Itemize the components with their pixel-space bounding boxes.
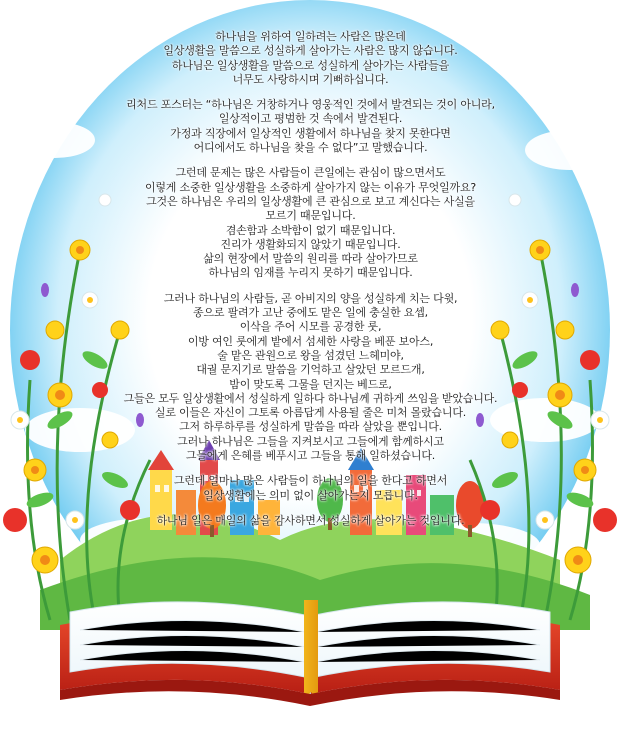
text-line: 대궐 문지기로 말씀을 기억하고 살았던 모르드개, — [196, 363, 425, 377]
text-line: 그러나 하나님은 그들을 지켜보시고 그들에게 함께하시고 — [177, 434, 444, 448]
text-line: 어디에서도 하나님을 찾을 수 없다”고 말했습니다. — [193, 141, 428, 155]
text-line: 일상적이고 평범한 것 속에서 발견된다. — [218, 112, 403, 126]
paragraph-4 — [0, 292, 621, 464]
paragraph-3 — [0, 166, 621, 280]
text-line: 일상생활을 말씀으로 성실하게 살아가는 사람은 많지 않습니다. — [163, 44, 458, 58]
text-line: 하나님의 임재를 누리지 못하기 때문입니다. — [208, 266, 413, 280]
text-line: 삶의 현장에서 말씀의 원리를 따라 살아가므로 — [203, 252, 418, 266]
text-line: 이삭을 주어 시모를 공경한 룻, — [239, 320, 382, 334]
text-line: 그저 하루하루를 성실하게 말씀을 따라 살았을 뿐입니다. — [179, 420, 442, 434]
text-line: 실로 이들은 자신이 그토록 아름답게 사용될 줄은 미처 몰랐습니다. — [154, 406, 467, 420]
devotional-text — [0, 30, 621, 539]
open-book — [60, 600, 560, 706]
text-line: 너무도 사랑하시며 기뻐하십니다. — [232, 72, 389, 86]
text-line: 리처드 포스터는 “하나님은 거창하거나 영웅적인 것에서 발견되는 것이 아니라, — [126, 98, 495, 112]
text-line: 밤이 맞도록 그물을 던지는 베드로, — [229, 377, 392, 391]
text-line: 그것은 하나님은 우리의 일상생활에 큰 관심으로 보고 계신다는 사실을 — [146, 194, 475, 208]
text-line: 이렇게 소중한 일상생활을 소중하게 살아가지 않는 이유가 무엇일까요? — [144, 180, 477, 194]
text-line: 그들은 모두 일상생활에서 성실하게 일하다 하나님께 귀하게 쓰임을 받았습니다. — [123, 391, 498, 405]
text-line: 진리가 생활화되지 않았기 때문입니다. — [220, 237, 401, 251]
text-line: 그런데 문제는 많은 사람들이 큰일에는 관심이 많으면서도 — [175, 166, 446, 180]
text-line: 그들에게 은혜를 베푸시고 그들을 통해 일하셨습니다. — [185, 449, 436, 463]
text-line: 하나님 일은 매일의 삶을 감사하면서 성실하게 살아가는 것입니다. — [156, 513, 465, 527]
text-line: 하나님은 일상생활을 말씀으로 성실하게 살아가는 사람들을 — [171, 58, 450, 72]
text-line: 모르기 때문입니다. — [265, 209, 356, 223]
text-line: 그런데 얼마나 많은 사람들이 하나님의 일을 한다고 하면서 — [173, 474, 448, 488]
text-line: 겸손함과 소박함이 없기 때문입니다. — [225, 223, 396, 237]
paragraph-2 — [0, 98, 621, 155]
bookmark-ribbon — [304, 600, 318, 700]
paragraph-5 — [0, 474, 621, 503]
text-line: 그러나 하나님의 사람들, 곧 아비지의 양을 성실하게 치는 다윗, — [163, 291, 458, 305]
text-line: 이방 여인 룻에게 밭에서 섬세한 사랑을 베푼 보아스, — [187, 334, 434, 348]
text-line: 하나님을 위하여 일하려는 사람은 많은데 — [215, 30, 406, 43]
text-line: 가정과 직장에서 일상적인 생활에서 하나님을 찾지 못한다면 — [170, 126, 451, 140]
paragraph-1 — [0, 30, 621, 87]
text-line: 술 맡은 관원으로 왕을 섬겼던 느헤미야, — [217, 348, 404, 362]
text-line: 종으로 팔려가 고난 중에도 맡은 일에 충실한 요셉, — [193, 306, 428, 320]
text-line: 일상생활에는 의미 없이 살아가는지 모릅니다. — [203, 488, 418, 502]
paragraph-6 — [0, 514, 621, 528]
